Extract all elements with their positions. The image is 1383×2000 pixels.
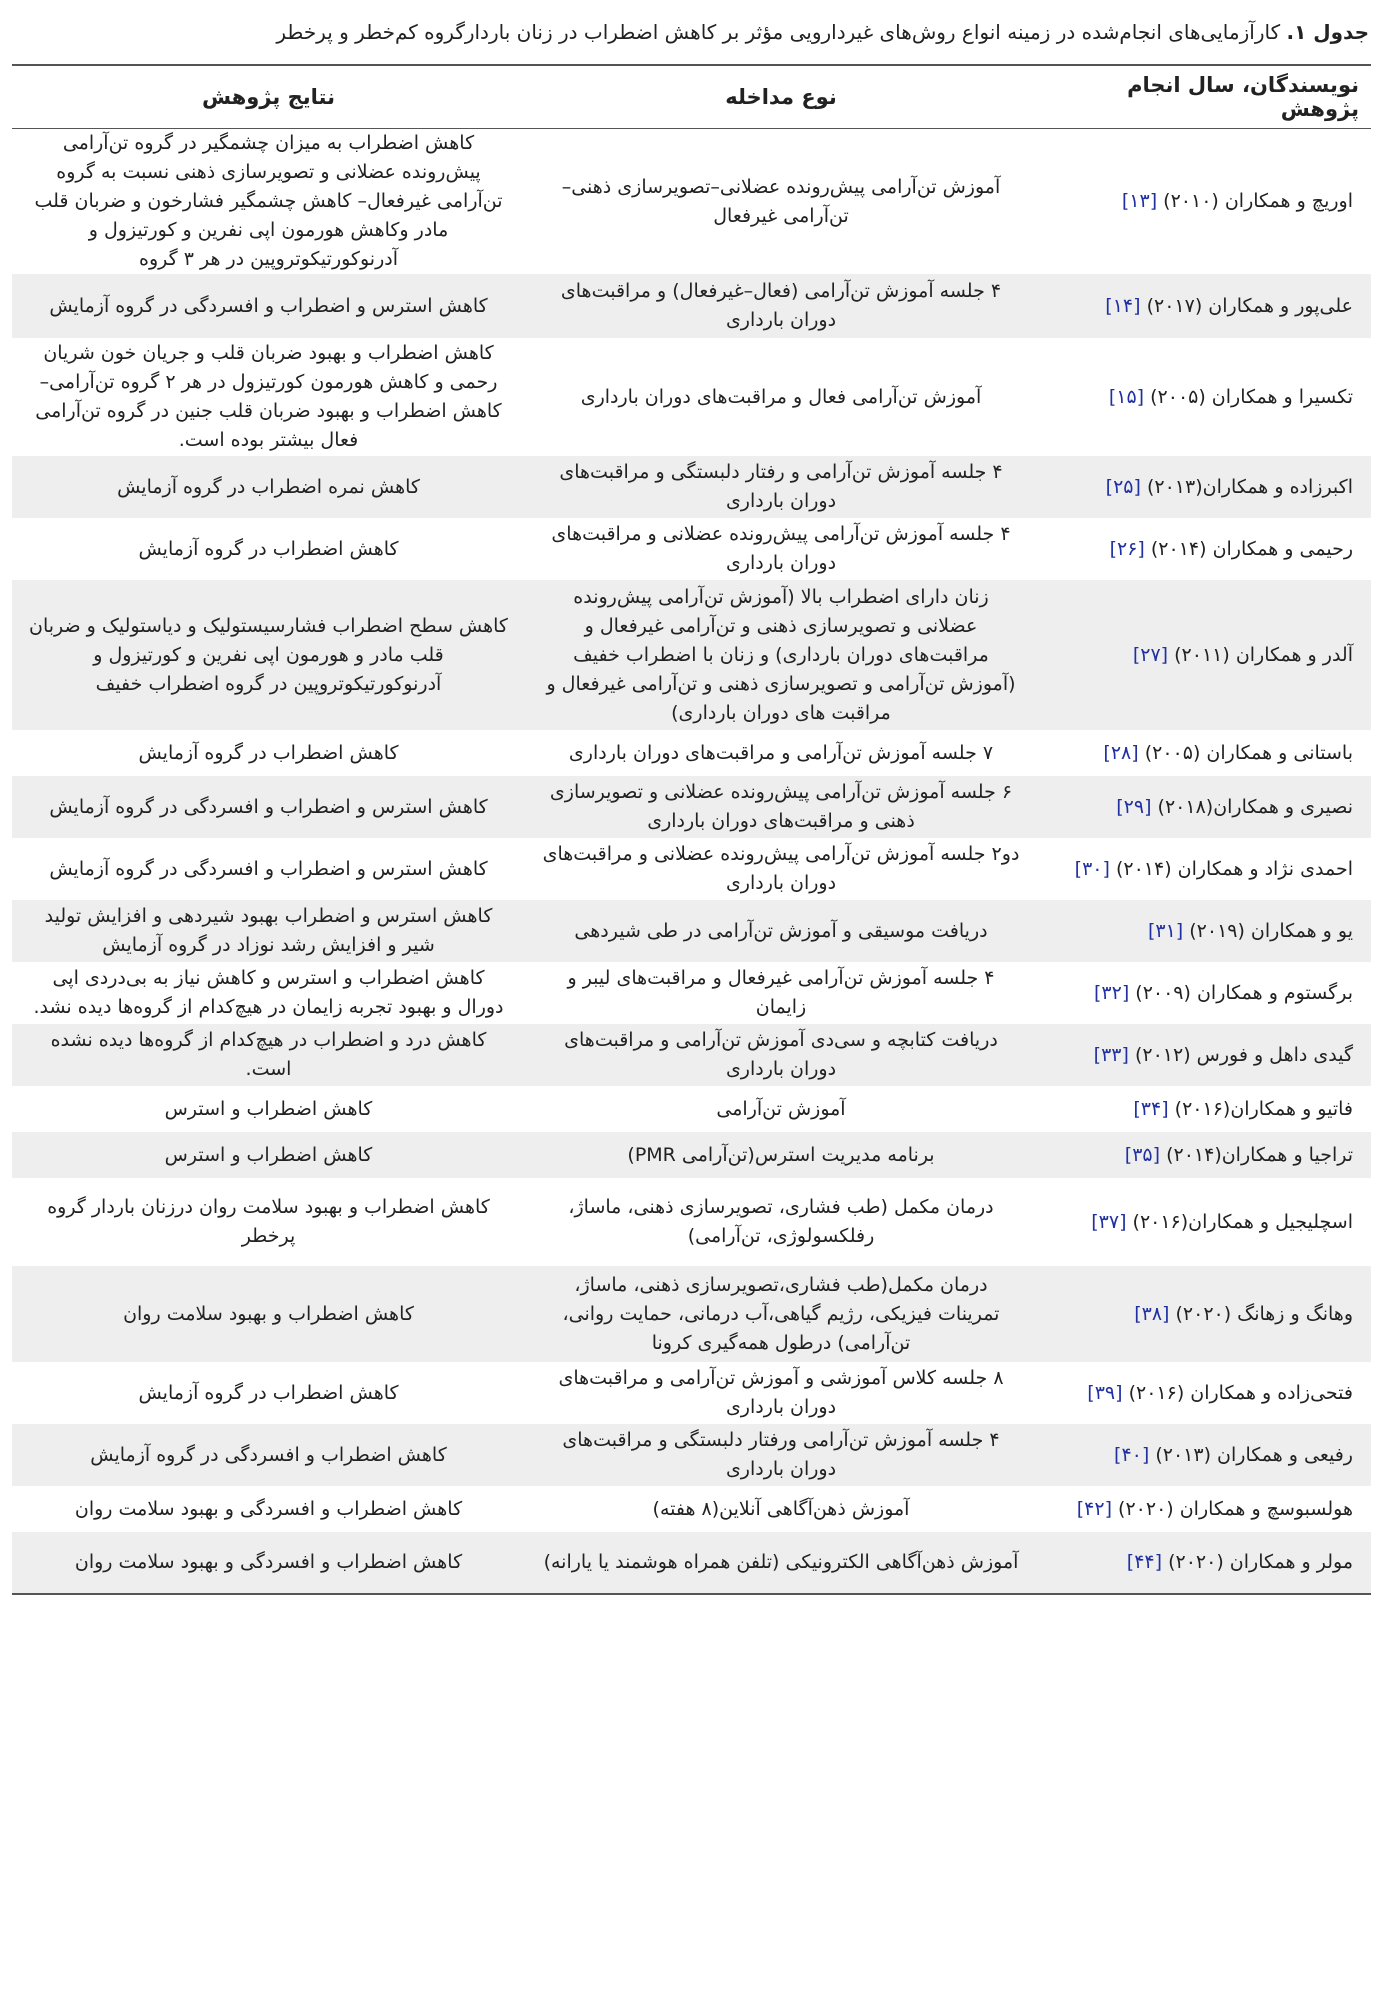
cell-intervention: دو۲ جلسه آموزش تن‌آرامی پیش‌رونده عضلانی و مراقبت‌های دوران بارداری <box>542 843 1020 894</box>
reference-link[interactable]: [۳۳] <box>1093 1043 1129 1066</box>
cell-intervention: ۴ جلسه آموزش تن‌آرامی ورفتار دلبستگی و مراقبت‌های دوران بارداری <box>525 1424 1037 1486</box>
header-row <box>12 65 1371 129</box>
cell-intervention: آموزش ذهن‌آگاهی آنلاین(۸ هفته) <box>652 1497 910 1520</box>
cell-intervention: آموزش ذهن‌آگاهی الکترونیکی (تلفن همراه هوشمند یا یارانه) <box>525 1532 1037 1594</box>
author-text: هولسبوسچ و همکاران (۲۰۲۰) <box>1112 1497 1353 1520</box>
cell-result: کاهش اضطراب و بهبود سلامت روان درزنان باردار گروه پرخطر <box>47 1196 490 1247</box>
reference-link[interactable]: [۴۲] <box>1076 1497 1112 1520</box>
cell-intervention: درمان مکمل(طب فشاری،تصویرسازی ذهنی، ماساژ، تمرینات فیزیکی، رژیم گیاهی،آب درمانی، حمایت روانی، تن‌آرامی) درطول همه‌گیری کرونا <box>525 1266 1037 1362</box>
author-text: اسچلیجیل و همکاران(۲۰۱۶) <box>1126 1210 1353 1233</box>
cell-result: کاهش درد و اضطراب در هیچ‌کدام از گروه‌ها دیده نشده است. <box>12 1024 525 1086</box>
cell-result: کاهش اضطراب در گروه آزمایش <box>138 1381 399 1404</box>
author-text: مولر و همکاران (۲۰۲۰) <box>1162 1551 1353 1573</box>
cell-intervention: آموزش تن‌آرامی <box>716 1097 846 1120</box>
cell-author <box>1037 580 1371 730</box>
author-text: احمدی نژاد و همکاران (۲۰۱۴) <box>1109 857 1353 880</box>
cell-result: کاهش اضطراب و استرس <box>164 1097 373 1120</box>
cell-author <box>1037 129 1371 275</box>
cell-intervention: ۷ جلسه آموزش تن‌آرامی و مراقبت‌های دوران بارداری <box>568 741 994 764</box>
author-text: وهانگ و زهانگ (۲۰۲۰) <box>1169 1302 1353 1325</box>
cell-author <box>1037 518 1371 580</box>
reference-link[interactable]: [۴۰] <box>1114 1443 1150 1466</box>
cell-intervention: برنامه مدیریت استرس(تن‌آرامی PMR) <box>525 1132 1037 1178</box>
cell-result: کاهش سطح اضطراب فشارسیستولیک و دیاستولیک و ضربان قلب مادر و هورمون اپی نفرین و کورتیزول و آدرنوکورتیکوتروپین در گروه اضطراب خفیف <box>12 580 525 730</box>
author-text: فتحی‌زاده و همکاران (۲۰۱۶) <box>1122 1381 1353 1404</box>
cell-author <box>1037 838 1371 900</box>
trials-table <box>12 64 1371 1595</box>
reference-link[interactable]: [۳۴] <box>1133 1097 1169 1120</box>
author-text: نصیری و همکاران(۲۰۱۸) <box>1151 795 1353 818</box>
reference-link[interactable]: [۳۱] <box>1147 919 1184 942</box>
table-row <box>12 838 1371 900</box>
reference-link[interactable]: [۳۷] <box>1091 1210 1127 1233</box>
cell-result: کاهش استرس و اضطراب و افسردگی در گروه آزمایش <box>49 857 488 880</box>
reference-link[interactable]: [۲۸] <box>1103 741 1139 764</box>
table-row <box>12 1532 1371 1594</box>
cell-author <box>1037 776 1371 838</box>
table-row <box>12 1024 1371 1086</box>
cell-author <box>1037 730 1371 776</box>
cell-result: کاهش اضطراب در گروه آزمایش <box>138 741 399 764</box>
table-row <box>12 730 1371 776</box>
cell-intervention: دریافت موسیقی و آموزش تن‌آرامی در طی شیردهی <box>525 900 1037 962</box>
cell-result: کاهش اضطراب و بهبود سلامت روان <box>12 1266 525 1362</box>
cell-result: کاهش اضطراب و افسردگی و بهبود سلامت روان <box>12 1532 525 1594</box>
table-row <box>12 776 1371 838</box>
cell-intervention: آموزش تن‌آرامی پیش‌رونده عضلانی–تصویرسازی ذهنی–تن‌آرامی غیرفعال <box>561 175 1001 227</box>
cell-result: کاهش اضطراب و افسردگی در گروه آزمایش <box>12 1424 525 1486</box>
reference-link[interactable]: [۳۵] <box>1124 1143 1161 1166</box>
table-row <box>12 274 1371 338</box>
author-text: باستانی و همکاران (۲۰۰۵) <box>1138 741 1353 764</box>
cell-intervention: دریافت کتابچه و سی‌دی آموزش تن‌آرامی و مراقبت‌های دوران بارداری <box>525 1024 1037 1086</box>
cell-result: کاهش استرس و اضطراب بهبود شیردهی و افزایش تولید شیر و افزایش رشد نوزاد در گروه آزمایش <box>12 900 525 962</box>
table-row <box>12 1362 1371 1424</box>
cell-result: کاهش استرس و اضطراب و افسردگی در گروه آزمایش <box>12 274 525 338</box>
table-row <box>12 129 1371 275</box>
reference-link[interactable]: [۲۷] <box>1132 643 1169 666</box>
table-row <box>12 518 1371 580</box>
author-text: رحیمی و همکاران (۲۰۱۴) <box>1144 537 1353 560</box>
cell-author <box>1037 456 1371 518</box>
reference-link[interactable]: [۳۰] <box>1074 857 1110 880</box>
header-authors: نویسندگان، سال انجام پژوهش <box>1037 65 1371 129</box>
cell-intervention: ۴ جلسه آموزش تن‌آرامی پیش‌رونده عضلانی و مراقبت‌های دوران بارداری <box>551 523 1011 574</box>
reference-link[interactable]: [۴۴] <box>1126 1551 1163 1573</box>
cell-author <box>1037 1086 1371 1132</box>
cell-intervention: درمان مکمل (طب فشاری، تصویرسازی ذهنی، ماساژ، رفلکسولوژی، تن‌آرامی) <box>568 1196 994 1247</box>
table-body <box>12 129 1371 1595</box>
author-text: تکسیرا و همکاران (۲۰۰۵) <box>1144 385 1353 408</box>
author-text: علی‌پور و همکاران (۲۰۱۷) <box>1140 294 1353 317</box>
cell-intervention: زنان دارای اضطراب بالا (آموزش تن‌آرامی پیش‌رونده عضلانی و تصویرسازی ذهنی و تن‌آرامی غیرفعال و مراقبت‌های دوران بارداری) و زنان با اضطراب خفیف (آموزش تن‌آرامی و تصویرسازی ذهنی و تن‌آرامی غیرفعال و مراقبت های دوران بارداری) <box>525 580 1037 730</box>
table-caption <box>12 0 1371 64</box>
cell-intervention: آموزش تن‌آرامی فعال و مراقبت‌های دوران بارداری <box>580 385 982 408</box>
cell-result: کاهش اضطراب و استرس <box>12 1132 525 1178</box>
cell-intervention: ۴ جلسه آموزش تن‌آرامی و رفتار دلبستگی و مراقبت‌های دوران بارداری <box>525 456 1037 518</box>
reference-link[interactable]: [۲۵] <box>1105 475 1141 498</box>
reference-link[interactable]: [۳۹] <box>1087 1381 1123 1404</box>
caption-text: کارآزمایی‌های انجام‌شده در زمینه انواع روش‌های غیردارویی مؤثر بر کاهش اضطراب در زنان باردارگروه کم‌خطر و پرخطر <box>276 20 1287 44</box>
table-row <box>12 1486 1371 1532</box>
reference-link[interactable]: [۳۸] <box>1134 1302 1170 1325</box>
reference-link[interactable]: [۱۵] <box>1108 385 1145 408</box>
reference-link[interactable]: [۲۹] <box>1116 795 1152 818</box>
cell-result: کاهش نمره اضطراب در گروه آزمایش <box>12 456 525 518</box>
table-row <box>12 1132 1371 1178</box>
cell-author <box>1037 1132 1371 1178</box>
table-row <box>12 580 1371 730</box>
author-text: گیدی داهل و فورس (۲۰۱۲) <box>1128 1043 1353 1066</box>
header-intervention: نوع مداخله <box>525 65 1037 129</box>
table-row <box>12 456 1371 518</box>
table-row <box>12 1424 1371 1486</box>
caption-label: جدول ۱. <box>1286 20 1369 44</box>
cell-author <box>1037 274 1371 338</box>
cell-result: کاهش استرس و اضطراب و افسردگی در گروه آزمایش <box>12 776 525 838</box>
table-row <box>12 962 1371 1024</box>
cell-result: کاهش اضطراب به میزان چشمگیر در گروه تن‌آرامی پیش‌رونده عضلانی و تصویرسازی ذهنی نسبت به گروه تن‌آرامی غیرفعال– کاهش چشمگیر فشارخون و ضربان قلب مادر وکاهش هورمون اپی نفرین و کورتیزول و آدرنوکورتیکوتروپین در هر ۳ گروه <box>34 132 503 270</box>
cell-author <box>1037 1266 1371 1362</box>
table-row <box>12 1266 1371 1362</box>
cell-author <box>1037 962 1371 1024</box>
author-text: یو و همکاران (۲۰۱۹) <box>1183 919 1353 942</box>
cell-intervention: ۶ جلسه آموزش تن‌آرامی پیش‌رونده عضلانی و تصویرسازی ذهنی و مراقبت‌های دوران بارداری <box>525 776 1037 838</box>
document-page <box>12 0 1371 1595</box>
cell-intervention: ۸ جلسه کلاس آموزشی و آموزش تن‌آرامی و مراقبت‌های دوران بارداری <box>558 1367 1004 1418</box>
cell-result: کاهش اضطراب و افسردگی و بهبود سلامت روان <box>74 1497 463 1520</box>
cell-result: کاهش اضطراب در گروه آزمایش <box>138 537 399 560</box>
cell-author <box>1037 1362 1371 1424</box>
cell-intervention: ۴ جلسه آموزش تن‌آرامی (فعال–غیرفعال) و مراقبت‌های دوران بارداری <box>525 274 1037 338</box>
author-text: فاتیو و همکاران(۲۰۱۶) <box>1168 1097 1353 1120</box>
table-row <box>12 1086 1371 1132</box>
author-text: اوریچ و همکاران (۲۰۱۰) <box>1157 190 1353 212</box>
cell-author <box>1037 1424 1371 1486</box>
cell-author <box>1037 1486 1371 1532</box>
reference-link[interactable]: [۱۳] <box>1121 190 1158 212</box>
cell-author <box>1037 1024 1371 1086</box>
author-text: اکبرزاده و همکاران(۲۰۱۳) <box>1140 475 1353 498</box>
table-row <box>12 1178 1371 1266</box>
cell-author <box>1037 1178 1371 1266</box>
author-text: برگستوم و همکاران (۲۰۰۹) <box>1129 981 1353 1004</box>
cell-author <box>1037 338 1371 456</box>
author-text: آلدر و همکاران (۲۰۱۱) <box>1168 643 1353 666</box>
cell-result: کاهش اضطراب و استرس و کاهش نیاز به بی‌دردی اپی دورال و بهبود تجربه زایمان در هیچ‌کدام از گروه‌ها دیده نشد. <box>33 967 504 1018</box>
cell-intervention: ۴ جلسه آموزش تن‌آرامی غیرفعال و مراقبت‌های لیبر و زایمان <box>567 967 995 1018</box>
reference-link[interactable]: [۳۲] <box>1093 981 1130 1004</box>
cell-result: کاهش اضطراب و بهبود ضربان قلب و جریان خون شریان رحمی و کاهش هورمون کورتیزول در هر ۲ گروه تن‌آرامی–کاهش اضطراب و بهبود ضربان قلب جنین در گروه تن‌آرامی فعال بیشتر بوده است. <box>35 342 502 451</box>
author-text: رفیعی و همکاران (۲۰۱۳) <box>1149 1443 1353 1466</box>
cell-author <box>1037 900 1371 962</box>
reference-link[interactable]: [۲۶] <box>1109 537 1145 560</box>
reference-link[interactable]: [۱۴] <box>1105 294 1141 317</box>
table-row <box>12 338 1371 456</box>
table-row <box>12 900 1371 962</box>
header-results: نتایج پژوهش <box>12 65 525 129</box>
author-text: تراجیا و همکاران(۲۰۱۴) <box>1160 1143 1353 1166</box>
cell-author <box>1037 1532 1371 1594</box>
